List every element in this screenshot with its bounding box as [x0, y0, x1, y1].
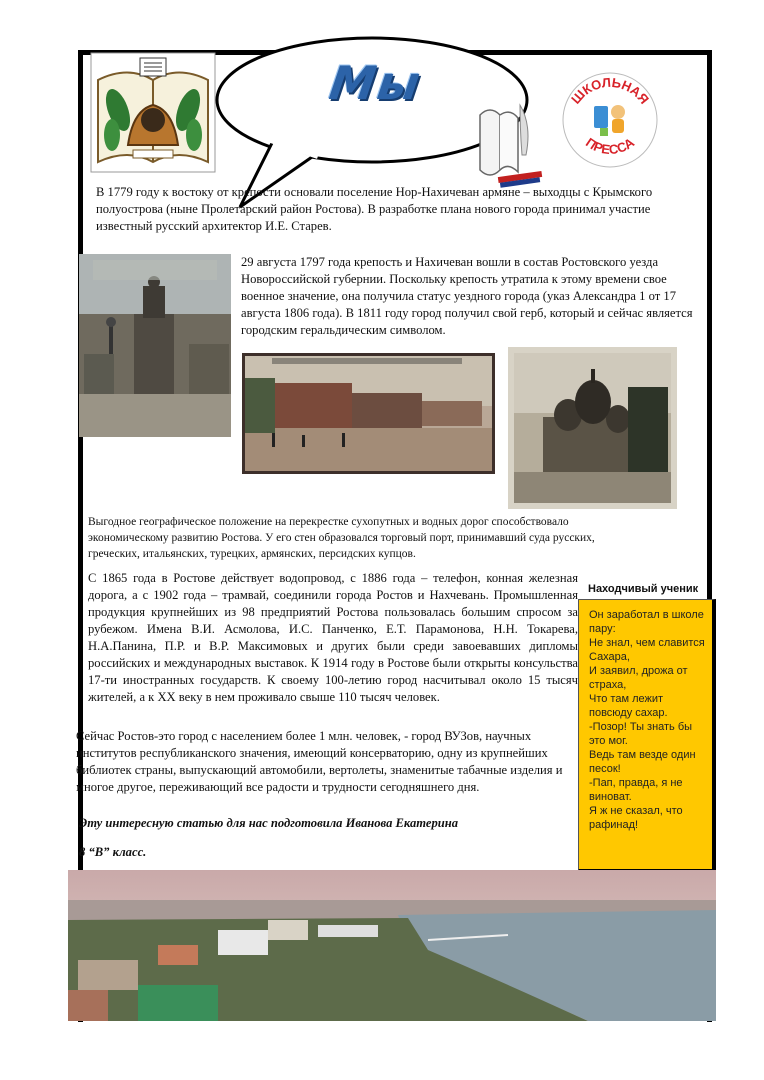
- svg-text:ШКОЛЬНАЯ: ШКОЛЬНАЯ: [568, 74, 652, 107]
- article-paragraph-2: 29 августа 1797 года крепость и Нахичеван вошли в состав Ростовского уезда Новороссийской губернии. Поскольку крепость утратила к этому времени свое военное значение, она получила статус уездного города (указ Александра 1 от 17 августа 1806 года). В 1811 году город получил свой герб, который и сейчас является городским геральдическим символом.: [241, 255, 693, 337]
- author-credit: Эту интересную статью для нас подготовила Иванова Екатерина: [79, 816, 459, 830]
- sidebar-title: Находчивый ученик: [588, 583, 699, 595]
- monument-photo: [79, 254, 231, 437]
- poem-line: И заявил, дрожа от страха,: [589, 665, 688, 691]
- svg-text:ПРЕССА: ПРЕССА: [583, 134, 637, 158]
- article-paragraph-3: Выгодное географическое положение на перекрестке сухопутных и водных дорог способствовало экономическому развитию Ростова. У его стен образовался торговый порт, принимавший суда русских, греческих, итальянских, турецких, армянских, персидских купцов.: [88, 516, 595, 560]
- poem-line: Ведь там везде один песок!: [589, 749, 696, 775]
- article-paragraph-5: Сейчас Ростов-это город с населением более 1 млн. человек, - город ВУЗов, научных институтов республиканского значения, имеющий консерваторию, одну из крупнейших библиотек страны, выпускающий автомобили, вертолеты, знаменитые табачные изделия и многое другое, переживающий все радости и трудности сегодняшнего дня.: [76, 729, 563, 794]
- article-paragraph-4: С 1865 года в Ростове действует водопровод, с 1886 года – телефон, конная железная дорога, а с 1902 года – трамвай, соединили города Ростов и Нахчевань. Промышленная продукция крупнейших из 98 предприятий Ростова пользовалась большим спросом за рубежом. Имена В.И. Асмолова, И.С. Панченко, Е.Т. Парамонова, Н.Н. Токарева, Н.А.Панина, П.Р. и В.Р. Максимовых и других были среди завоевавших дипломы российских и международных выставок. К 1914 году в Ростове были открыты консульства 17-ти иностранных государств. К своему 100-летию город насчитывал около 15 тысяч жителей, а к XX веку в нем проживало свыше 110 тысяч человек.: [88, 571, 578, 704]
- poem-line: -Позор! Ты знать бы это мог.: [589, 721, 693, 747]
- poem-line: -Пап, правда, я не виноват.: [589, 777, 683, 803]
- city-square-photo: [242, 353, 495, 474]
- sidebar-poem-box: [578, 599, 716, 871]
- author-class: 8 “В” класс.: [79, 845, 147, 859]
- poem-line: Что там лежит повсюду сахар.: [589, 693, 668, 719]
- article-paragraph-1: В 1779 году к востоку от крепости основали поселение Нор-Нахичеван армяне – выходцы с Крымского полуострова (ныне Пролетарский район Ростова). В разработке плана нового города принимал участие известный русский архитектор И.Е. Старев.: [96, 185, 653, 233]
- school-emblem-icon: [88, 50, 218, 175]
- poem-line: Он заработал в школе пару:: [589, 609, 704, 635]
- page-title: Мы: [326, 56, 426, 110]
- cathedral-photo: [508, 347, 677, 509]
- school-press-logo-icon: [560, 70, 660, 170]
- city-panorama-photo: [68, 870, 716, 1021]
- poem-line: Я ж не сказал, что рафинад!: [589, 805, 683, 831]
- scroll-quill-icon: [470, 100, 550, 190]
- poem-line: Не знал, чем славится Сахара,: [589, 637, 705, 663]
